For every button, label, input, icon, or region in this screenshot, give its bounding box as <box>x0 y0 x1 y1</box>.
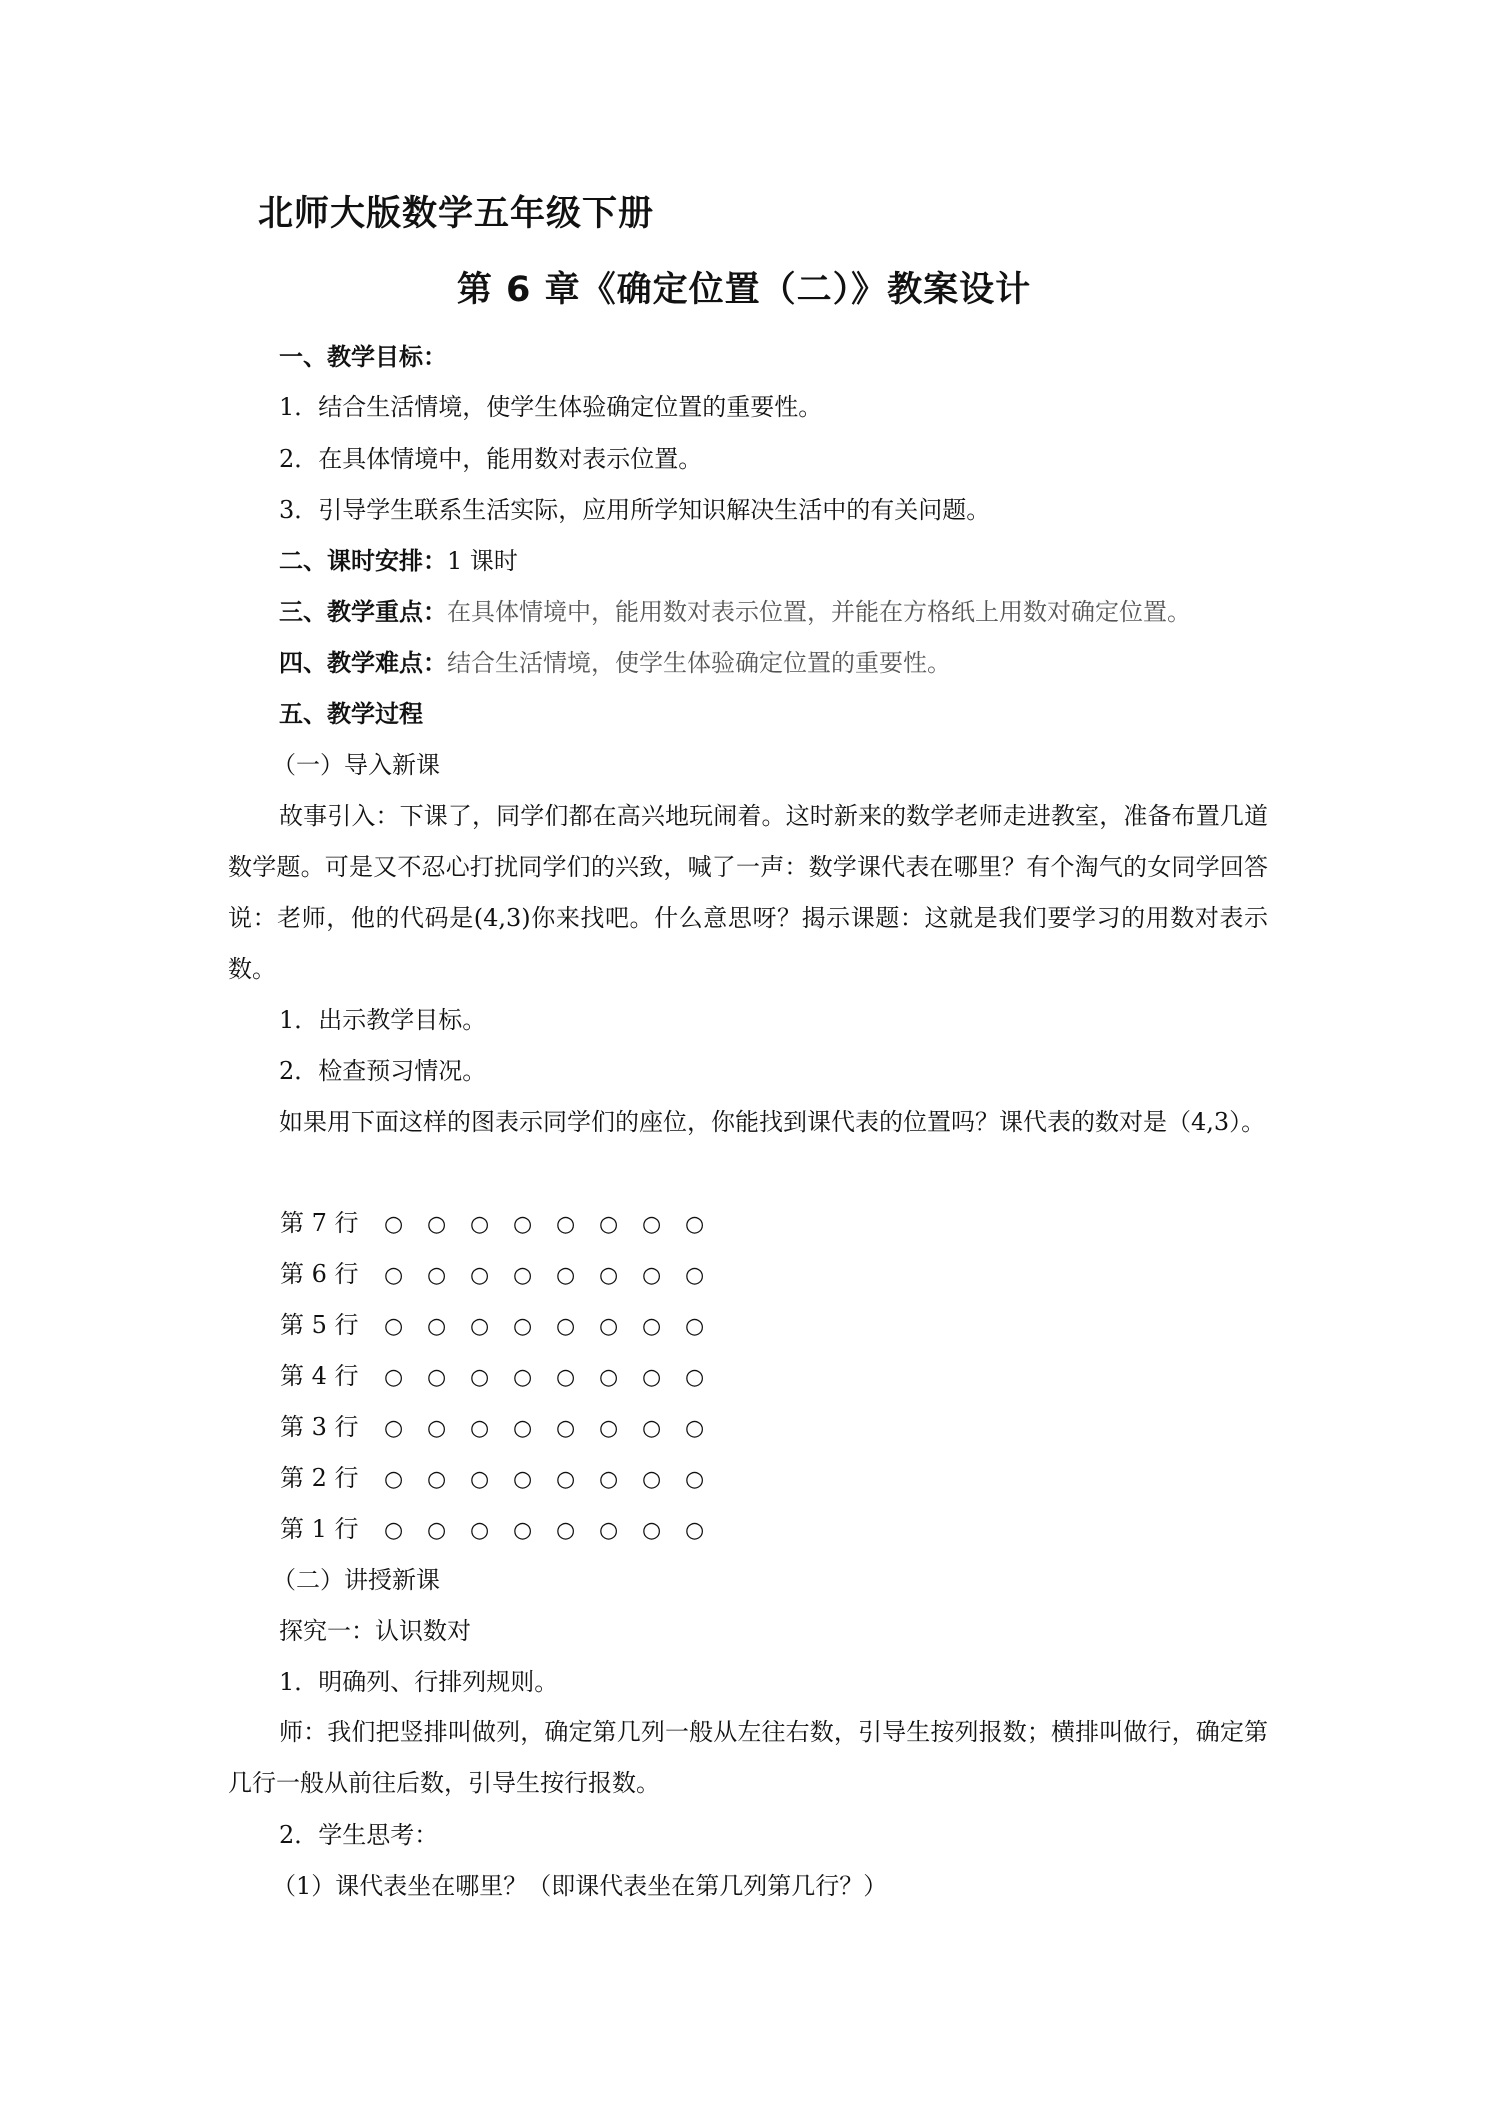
seat-circle: ○ <box>685 1518 705 1543</box>
subsection-intro: （一）导入新课 <box>272 751 440 779</box>
seat-row <box>280 1206 728 1242</box>
seat-circle: ○ <box>427 1314 447 1339</box>
seat-circle: ○ <box>556 1467 576 1492</box>
rule-1: 1．明确列、行排列规则。 <box>279 1668 559 1696</box>
seat-circle: ○ <box>427 1263 447 1288</box>
seat-circle: ○ <box>384 1314 404 1339</box>
seat-circle: ○ <box>470 1263 490 1288</box>
seat-circle: ○ <box>384 1212 404 1237</box>
difficulties-label: 四、教学难点： <box>279 649 447 677</box>
seat-row <box>280 1257 728 1293</box>
schedule-label: 二、课时安排： <box>279 547 447 575</box>
seat-circle: ○ <box>470 1416 490 1441</box>
difficulties-value: 结合生活情境，使学生体验确定位置的重要性。 <box>447 649 951 677</box>
seat-circle: ○ <box>513 1263 533 1288</box>
seat-circle: ○ <box>642 1314 662 1339</box>
seat-circle: ○ <box>685 1263 705 1288</box>
section-key-points <box>279 595 1191 629</box>
seat-circle: ○ <box>685 1416 705 1441</box>
section-difficulties <box>279 646 951 680</box>
seat-circle: ○ <box>599 1314 619 1339</box>
seat-circle: ○ <box>599 1416 619 1441</box>
seat-circle: ○ <box>642 1212 662 1237</box>
seat-circle: ○ <box>599 1263 619 1288</box>
section-heading-goals: 一、教学目标： <box>279 343 447 371</box>
seat-row <box>280 1512 728 1548</box>
seat-circle: ○ <box>384 1263 404 1288</box>
seat-circle: ○ <box>513 1518 533 1543</box>
goal-item-1: 1．结合生活情境，使学生体验确定位置的重要性。 <box>279 393 823 421</box>
seat-circle: ○ <box>556 1212 576 1237</box>
seat-circle: ○ <box>642 1416 662 1441</box>
seat-circle: ○ <box>642 1365 662 1390</box>
seat-circle: ○ <box>642 1518 662 1543</box>
document-title: 北师大版数学五年级下册 <box>258 194 655 234</box>
teacher-paragraph: 师：我们把竖排叫做列，确定第几列一般从左往右数，引导生按列报数；横排叫做行，确定第几行一般从前往后数，引导生按行报数。 <box>228 1718 1268 1797</box>
seat-circle: ○ <box>513 1416 533 1441</box>
seat-circle: ○ <box>513 1365 533 1390</box>
think-heading: 2．学生思考： <box>279 1821 439 1849</box>
story-paragraph: 故事引入：下课了，同学们都在高兴地玩闹着。这时新来的数学老师走进教室，准备布置几道数学题。可是又不忍心打扰同学们的兴致，喊了一声：数学课代表在哪里？有个淘气的女同学回答说：老师，他的代码是(4,3)你来找吧。什么意思呀？揭示课题：这就是我们要学习的用数对表示数。 <box>228 802 1268 983</box>
seat-circle: ○ <box>556 1314 576 1339</box>
key-points-label: 三、教学重点： <box>279 598 447 626</box>
seat-circle: ○ <box>642 1467 662 1492</box>
seat-circle: ○ <box>384 1518 404 1543</box>
seat-circle: ○ <box>427 1365 447 1390</box>
question-paragraph: 如果用下面这样的图表示同学们的座位，你能找到课代表的位置吗？课代表的数对是（4,3）。 <box>279 1108 1266 1136</box>
seat-circle: ○ <box>427 1467 447 1492</box>
goal-item-2: 2．在具体情境中，能用数对表示位置。 <box>279 445 703 473</box>
seat-row-label: 第 2 行 <box>280 1464 359 1492</box>
seat-circle: ○ <box>470 1314 490 1339</box>
seat-circle: ○ <box>685 1314 705 1339</box>
seat-row <box>280 1410 728 1446</box>
seat-circle: ○ <box>384 1365 404 1390</box>
seat-circle: ○ <box>427 1212 447 1237</box>
section-heading-process: 五、教学过程 <box>279 700 423 728</box>
seat-row-label: 第 1 行 <box>280 1515 359 1543</box>
seat-circle: ○ <box>685 1365 705 1390</box>
seat-circle: ○ <box>513 1467 533 1492</box>
seat-row-label: 第 6 行 <box>280 1260 359 1288</box>
seat-circle: ○ <box>642 1263 662 1288</box>
seat-circle: ○ <box>685 1212 705 1237</box>
seat-row <box>280 1461 728 1497</box>
seat-circle: ○ <box>556 1518 576 1543</box>
seat-row <box>280 1359 728 1395</box>
seat-circle: ○ <box>470 1212 490 1237</box>
chapter-title: 第 6 章《确定位置（二）》教案设计 <box>456 270 1032 310</box>
seat-circle: ○ <box>556 1263 576 1288</box>
seat-circle: ○ <box>513 1314 533 1339</box>
seat-circle: ○ <box>513 1212 533 1237</box>
seat-circle: ○ <box>599 1467 619 1492</box>
seat-row-label: 第 7 行 <box>280 1209 359 1237</box>
seat-circle: ○ <box>427 1416 447 1441</box>
seat-circle: ○ <box>599 1365 619 1390</box>
seat-circle: ○ <box>470 1365 490 1390</box>
seat-circle: ○ <box>599 1212 619 1237</box>
seat-circle: ○ <box>427 1518 447 1543</box>
think-question-1: （1）课代表坐在哪里？（即课代表坐在第几列第几行？） <box>272 1872 888 1900</box>
seat-circle: ○ <box>384 1467 404 1492</box>
seat-row <box>280 1308 728 1344</box>
seat-row-label: 第 3 行 <box>280 1413 359 1441</box>
subsection-new-lesson: （二）讲授新课 <box>272 1566 440 1594</box>
seat-row-label: 第 4 行 <box>280 1362 359 1390</box>
section-schedule <box>279 544 518 578</box>
seat-circle: ○ <box>599 1518 619 1543</box>
step-1: 1．出示教学目标。 <box>279 1006 487 1034</box>
seat-circle: ○ <box>470 1467 490 1492</box>
schedule-value: 1 课时 <box>447 547 518 575</box>
seat-circle: ○ <box>384 1416 404 1441</box>
explore-1-heading: 探究一：认识数对 <box>279 1617 471 1645</box>
seat-circle: ○ <box>556 1416 576 1441</box>
step-2: 2．检查预习情况。 <box>279 1057 487 1085</box>
key-points-value: 在具体情境中，能用数对表示位置，并能在方格纸上用数对确定位置。 <box>447 598 1191 626</box>
seat-circle: ○ <box>685 1467 705 1492</box>
seat-circle: ○ <box>470 1518 490 1543</box>
seat-row-label: 第 5 行 <box>280 1311 359 1339</box>
seat-circle: ○ <box>556 1365 576 1390</box>
goal-item-3: 3．引导学生联系生活实际，应用所学知识解决生活中的有关问题。 <box>279 496 991 524</box>
